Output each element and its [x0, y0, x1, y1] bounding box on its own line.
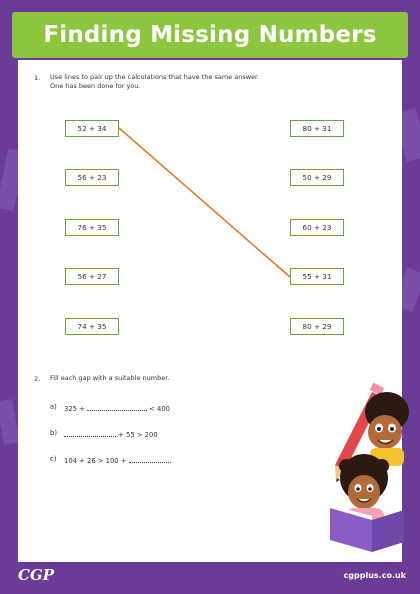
calc-box-left[interactable]: 56 + 23 — [65, 169, 119, 186]
question-2-instruction: Fill each gap with a suitable number. — [50, 374, 170, 382]
calc-box-right[interactable]: 50 + 29 — [290, 169, 344, 186]
website-link[interactable]: cgpplus.co.uk — [343, 571, 406, 580]
cgp-logo: CGP — [18, 566, 55, 584]
calc-box-right[interactable]: 80 + 31 — [290, 120, 344, 137]
question-1-instruction: Use lines to pair up the calculations that have the same answer. — [50, 73, 260, 81]
question-1-number: 1. — [34, 74, 41, 82]
part-b-label: b) — [50, 429, 57, 437]
page-title: Finding Missing Numbers — [43, 22, 377, 48]
part-c-label: c) — [50, 455, 57, 463]
question-1-example-note: One has been done for you. — [50, 82, 141, 90]
part-a-before: 325 + — [64, 405, 87, 413]
calc-box-left[interactable]: 56 + 27 — [65, 268, 119, 285]
part-a-after: < 400 — [147, 405, 170, 413]
boy-figure — [365, 392, 409, 466]
calc-box-left[interactable]: 74 + 35 — [65, 318, 119, 335]
calc-box-left[interactable]: 52 + 34 — [65, 120, 119, 137]
calc-box-right[interactable]: 80 + 29 — [290, 318, 344, 335]
part-a-label: a) — [50, 403, 57, 411]
question-2-number: 2. — [34, 375, 41, 383]
calc-box-left[interactable]: 76 + 35 — [65, 219, 119, 236]
part-b-after: + 55 > 200 — [116, 431, 158, 439]
part-c-before: 104 + 26 > 100 + — [64, 457, 129, 465]
calc-box-right[interactable]: 60 + 23 — [290, 219, 344, 236]
calc-box-right[interactable]: 55 + 31 — [290, 268, 344, 285]
